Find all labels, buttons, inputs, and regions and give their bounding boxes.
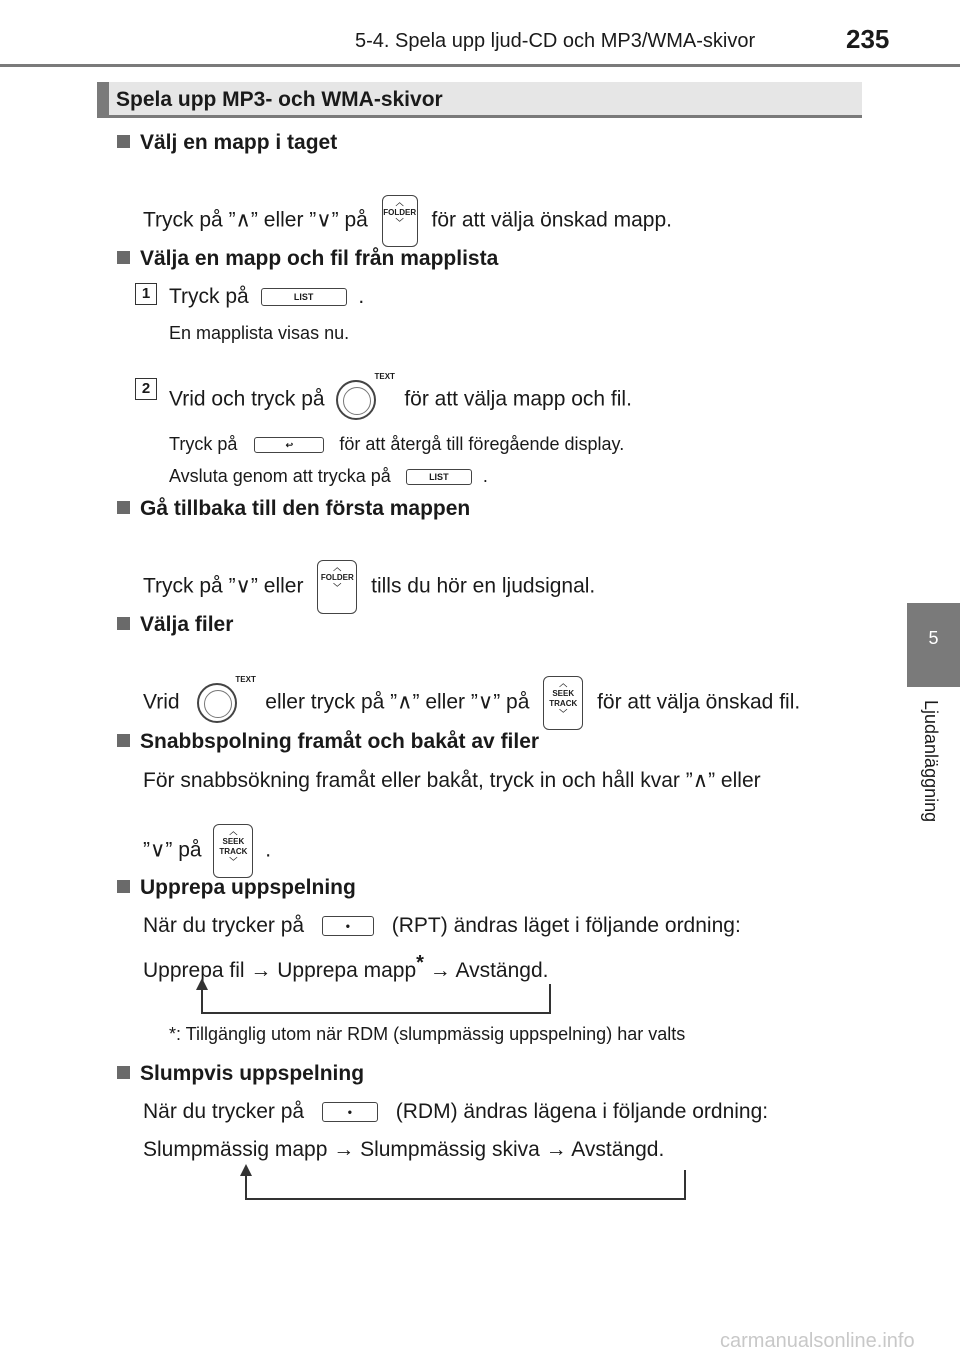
s5-line2 [143,824,271,878]
seek-track-button-icon: ︿ SEEK TRACK ﹀ [213,824,253,878]
heading-text: Välja en mapp och fil från mapplista [140,247,499,270]
s6-line1-a: När du trycker på [143,914,305,937]
s5-line1: För snabbsökning framåt eller bakåt, tryck in och håll kvar ”∧” eller [143,769,761,792]
heading-folder-list [117,247,498,271]
step2-note2 [169,466,488,487]
heading-text: Gå tillbaka till den första mappen [140,497,471,520]
bullet-square [117,135,130,148]
s6-line1-b: (RPT) ändras läget i följande ordning: [391,914,741,937]
note1-text-b: för att återgå till föregående display. [339,434,625,454]
footnote-star: * [416,952,424,974]
back-button-icon: ↩ [254,437,324,453]
s4-text-a: Vrid [143,690,180,714]
folder-button-icon: ︿ FOLDER ﹀ [317,560,357,614]
heading-text: Välj en mapp i taget [140,131,338,154]
step2-note1 [169,434,624,455]
bullet-square [117,617,130,630]
s4-text-b: eller tryck på ”∧” eller ”∨” på [265,690,530,714]
step2-text-a: Vrid och tryck på [169,387,325,411]
step-number-1: 1 [135,283,157,305]
heading-fast-forward [117,730,539,754]
step1-note: En mapplista visas nu. [169,323,350,343]
bullet-square [117,1066,130,1079]
s2-step1 [169,285,364,309]
s3-text-b: tills du hör en ljudsignal. [371,574,596,598]
heading-random [117,1062,364,1086]
page-number: 235 [846,24,890,54]
track-label: TRACK [549,699,578,708]
s4-text [143,676,800,730]
s2-step2 [169,372,632,420]
heading-text: Välja filer [140,613,234,636]
s7-line1 [143,1100,768,1124]
bullet-square [117,880,130,893]
s4-text-c: för att välja önskad fil. [597,690,801,714]
s6-line2-a: Upprepa fil → Upprepa mapp [143,959,417,982]
header-section: 5-4. Spela upp ljud-CD och MP3/WMA-skivor [355,30,756,52]
cycle-line-right [549,984,551,1013]
cycle-line-bottom [245,1198,686,1200]
seek-label: SEEK [222,837,245,846]
watermark: carmanualsonline.info [720,1330,915,1352]
s5-line2-b: . [265,838,272,862]
bullet-square [117,734,130,747]
chapter-label: Ljudanläggning [921,700,941,823]
folder-label: FOLDER [320,573,354,582]
note2-text-a: Avsluta genom att trycka på [169,466,391,486]
heading-text: Upprepa uppspelning [140,876,356,899]
step2-text-b: för att välja mapp och fil. [404,387,632,411]
s7-line2: Slumpmässig mapp → Slumpmässig skiva → Avstängd. [143,1138,665,1161]
text-knob-icon [336,372,395,420]
folder-label: FOLDER [383,208,417,217]
s1-text-a: Tryck på ”∧” eller ”∨” på [143,208,368,232]
track-label: TRACK [219,847,248,856]
list-button-icon: LIST [261,288,347,306]
s6-line2-b: → Avstängd. [429,959,549,982]
note2-text-b: . [482,466,488,486]
s5-line2-a: ”∨” på [143,838,202,862]
s1-text-b: för att välja önskad mapp. [431,208,672,232]
section-title: Spela upp MP3- och WMA-skivor [116,88,443,111]
heading-repeat [117,876,356,900]
list-button-icon: LIST [406,469,472,485]
knob-label: TEXT [235,675,256,684]
text-knob-icon [197,675,256,723]
heading-text: Slumpvis uppspelning [140,1062,365,1085]
heading-first-folder [117,497,470,521]
s3-text [143,560,595,614]
bullet-square [117,251,130,264]
header-rule [0,64,960,67]
cycle-arrow-icon [240,1164,252,1176]
step1-text-a: Tryck på [169,285,249,308]
rpt-button-icon: • [322,916,374,936]
s3-text-a: Tryck på ”∨” eller [143,574,304,598]
rdm-button-icon: • [322,1102,378,1122]
s6-line1 [143,914,741,938]
seek-label: SEEK [552,689,575,698]
s7-line1-b: (RDM) ändras lägena i följande ordning: [395,1100,769,1123]
footnote: *: Tillgänglig utom när RDM (slumpmässig uppspelning) har valts [169,1024,686,1044]
cycle-line-right [684,1170,686,1199]
cycle-line-bottom [201,1012,551,1014]
knob-label: TEXT [374,372,395,381]
heading-select-folder [117,131,337,155]
s7-line1-a: När du trycker på [143,1100,305,1123]
heading-select-files [117,613,233,637]
heading-text: Snabbspolning framåt och bakåt av filer [140,730,540,753]
step-number-2: 2 [135,378,157,400]
chapter-tab: 5 [907,603,960,687]
note1-text-a: Tryck på [169,434,238,454]
cycle-arrow-icon [196,978,208,990]
bullet-square [117,501,130,514]
seek-track-button-icon: ︿ SEEK TRACK ﹀ [543,676,583,730]
s1-text [143,195,672,247]
step1-text-b: . [358,285,365,308]
folder-button-icon: ︿ FOLDER ﹀ [382,195,418,247]
